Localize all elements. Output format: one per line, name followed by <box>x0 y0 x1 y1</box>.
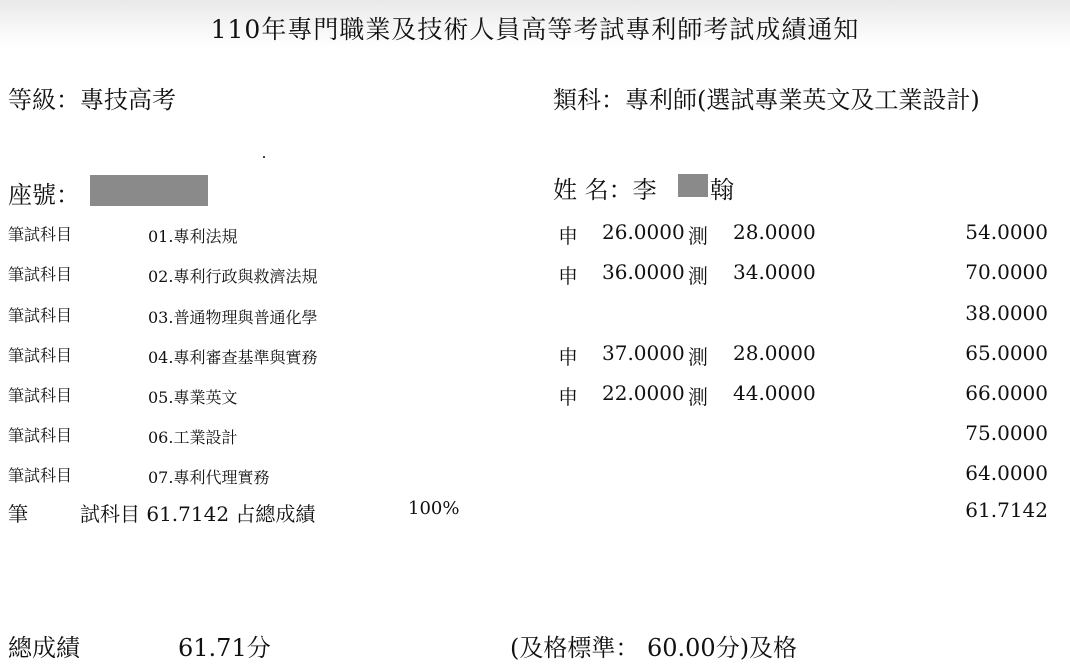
ce-mark: 測 <box>688 264 708 288</box>
subject-total: 70.0000 <box>965 260 1048 284</box>
subject-row <box>0 421 1070 461</box>
summary-text: 試科目 61.7142 占總成績 <box>80 502 316 526</box>
summary-percent: 100% <box>408 498 460 519</box>
name-label: 姓 名：李 <box>553 176 657 204</box>
summary-row <box>0 498 1070 538</box>
final-label: 總成績 <box>8 634 80 662</box>
shen-mark: 申 <box>558 385 578 409</box>
subject-type: 筆試科目 <box>8 386 73 405</box>
subject-row <box>0 220 1070 260</box>
subject-name: 03.普通物理與普通化學 <box>148 308 318 327</box>
ce-mark: 測 <box>688 224 708 248</box>
category-label: 類科：專利師(選試專業英文及工業設計) <box>553 86 980 114</box>
name-redacted <box>678 174 708 197</box>
subject-name: 01.專利法規 <box>148 227 238 246</box>
subject-name: 05.專業英文 <box>148 388 238 407</box>
page-title: 110年專門職業及技術人員高等考試專利師考試成績通知 <box>210 15 860 44</box>
subject-row <box>0 461 1070 501</box>
shen-mark: 申 <box>558 264 578 288</box>
seat-number-redacted <box>90 175 208 206</box>
score-2: 34.0000 <box>733 260 816 284</box>
ce-mark: 測 <box>688 345 708 369</box>
summary-bi: 筆 <box>8 502 28 526</box>
subject-total: 38.0000 <box>965 301 1048 325</box>
subject-total: 66.0000 <box>965 381 1048 405</box>
score-2: 28.0000 <box>733 220 816 244</box>
passing-standard: (及格標準： 60.00分)及格 <box>510 634 798 662</box>
shen-mark: 申 <box>558 224 578 248</box>
subject-row <box>0 381 1070 421</box>
subject-row <box>0 260 1070 300</box>
subject-name: 04.專利審查基準與實務 <box>148 348 318 367</box>
score-1: 36.0000 <box>602 260 685 284</box>
subject-total: 75.0000 <box>965 421 1048 445</box>
subject-total: 65.0000 <box>965 341 1048 365</box>
score-2: 28.0000 <box>733 341 816 365</box>
summary-value: 61.7142 <box>965 498 1048 522</box>
subject-type: 筆試科目 <box>8 225 73 244</box>
grade-label: 等級：專技高考 <box>8 86 176 114</box>
score-1: 26.0000 <box>602 220 685 244</box>
subject-name: 02.專利行政與救濟法規 <box>148 267 318 286</box>
ce-mark: 測 <box>688 385 708 409</box>
speck-mark <box>263 156 265 158</box>
subject-type: 筆試科目 <box>8 466 73 485</box>
subject-total: 54.0000 <box>965 220 1048 244</box>
shen-mark: 申 <box>558 345 578 369</box>
seat-label: 座號： <box>8 181 80 209</box>
subject-name: 06.工業設計 <box>148 428 238 447</box>
score-1: 22.0000 <box>602 381 685 405</box>
subject-type: 筆試科目 <box>8 346 73 365</box>
subject-type: 筆試科目 <box>8 426 73 445</box>
subject-type: 筆試科目 <box>8 265 73 284</box>
name-tail: 翰 <box>710 176 734 204</box>
score-1: 37.0000 <box>602 341 685 365</box>
final-score: 61.71分 <box>178 634 271 662</box>
subject-type: 筆試科目 <box>8 306 73 325</box>
subject-row <box>0 301 1070 341</box>
subject-total: 64.0000 <box>965 461 1048 485</box>
score-2: 44.0000 <box>733 381 816 405</box>
subject-row <box>0 341 1070 381</box>
subject-name: 07.專利代理實務 <box>148 468 270 487</box>
